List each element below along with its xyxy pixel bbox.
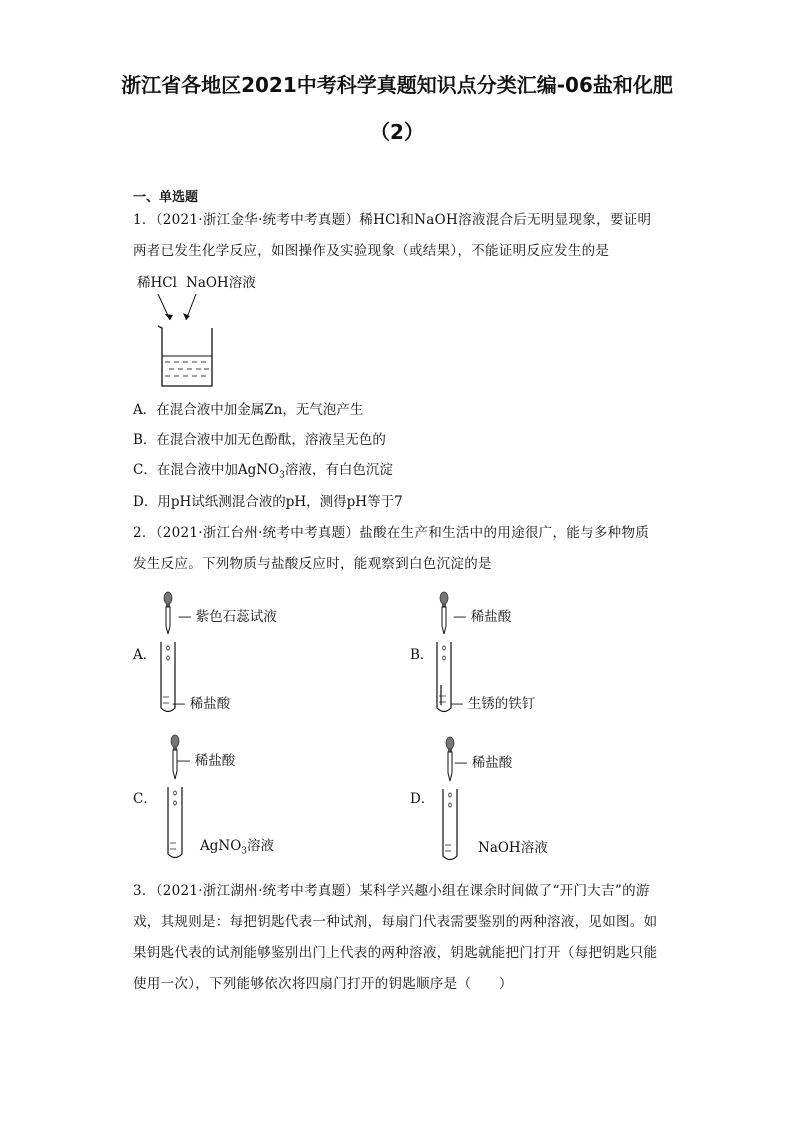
question-1-text: 1．（2021·浙江金华·统考中考真题）稀HCl和NaOH溶液混合后无明显现象，要证明两者已发生化学反应，如图操作及实验现象（或结果），不能证明反应发生的是 (133, 212, 652, 259)
q2-a-top-label: — 紫色石蕊试液 (178, 609, 277, 625)
q2-c-bottom-label: AgNO$_3$溶液 (200, 838, 275, 857)
q1-option-d: D．用pH试纸测混合液的pH，测得pH等于7 (133, 494, 403, 510)
q2-d-letter: D． (410, 791, 435, 807)
q1-beaker-diagram (150, 290, 230, 390)
question-2-text: 2．（2021·浙江台州·统考中考真题）盐酸在生产和生活中的用途很广，能与多种物质发生反应。下列物质与盐酸反应时，能观察到白色沉淀的是 (133, 525, 650, 572)
q2-d-bottom-label: NaOH溶液 (478, 840, 548, 856)
q2-c-letter: C． (133, 791, 157, 807)
q1-option-b: B．在混合液中加无色酚酞，溶液呈无色的 (133, 432, 386, 448)
q2-d-top-label: — 稀盐酸 (454, 755, 513, 771)
q2-b-top-label: — 稀盐酸 (453, 609, 512, 625)
q2-b-bottom-label: — 生锈的铁钉 (450, 696, 536, 712)
q2-a-letter: A． (133, 647, 157, 663)
q2-b-letter: B． (410, 647, 434, 663)
q1-option-a: A．在混合液中加金属Zn，无气泡产生 (133, 402, 364, 418)
q1-option-c: C．在混合液中加AgNO$_3$溶液，有白色沉淀 (133, 462, 393, 481)
q1-label-naoh: NaOH溶液 (186, 275, 256, 291)
section-heading: 一、单选题 (133, 190, 199, 205)
q1-label-hcl: 稀HCl (137, 275, 177, 291)
q2-a-bottom-label: — 稀盐酸 (172, 696, 231, 712)
document-title: 浙江省各地区2021中考科学真题知识点分类汇编-06盐和化肥（2） (121, 73, 673, 144)
q2-c-top-label: — 稀盐酸 (177, 753, 236, 769)
question-3-text: 3．（2021·浙江湖州·统考中考真题）某科学兴趣小组在课余时间做了“开门大吉”的游戏，其规则是：每把钥匙代表一种试剂，每扇门代表需要鉴别的两种溶液，见如图。如果钥匙代表的试剂能够鉴别出门上代表的两种溶液，钥匙就能把门打开（每把钥匙只能使用一次），下列能够依次将四扇门打开的钥匙顺序是（ ） (133, 883, 658, 992)
